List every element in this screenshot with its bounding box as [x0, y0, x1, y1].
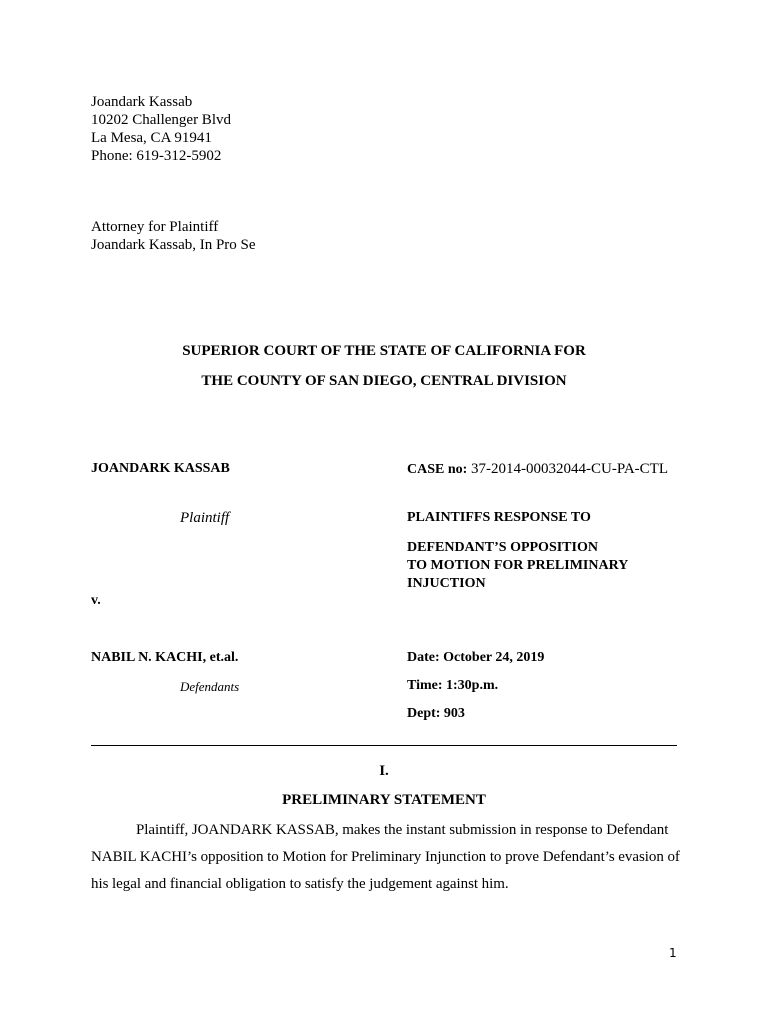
- doc-title-line-1: PLAINTIFFS RESPONSE TO: [407, 510, 591, 525]
- doc-title-block: [407, 539, 628, 593]
- address-block: [91, 93, 231, 165]
- page-number: 1: [669, 946, 677, 960]
- address-line: 10202 Challenger Blvd: [91, 112, 231, 128]
- case-number: 37-2014-00032044-CU-PA-CTL: [471, 461, 668, 477]
- doc-title-line-4: INJUCTION: [407, 576, 486, 591]
- address-line: La Mesa, CA 91941: [91, 130, 212, 146]
- court-title-line-2: THE COUNTY OF SAN DIEGO, CENTRAL DIVISION: [201, 373, 567, 389]
- phone-line: Phone: 619-312-5902: [91, 148, 222, 164]
- hearing-date: Date: October 24, 2019: [407, 650, 545, 665]
- plaintiff-role: Plaintiff: [180, 510, 230, 526]
- plaintiff-name: JOANDARK KASSAB: [91, 461, 230, 476]
- case-label: CASE no:: [407, 462, 468, 477]
- attorney-line: Attorney for Plaintiff: [91, 219, 219, 235]
- section-heading: PRELIMINARY STATEMENT: [282, 792, 486, 808]
- attorney-block: [91, 218, 256, 254]
- hearing-dept: Dept: 903: [407, 706, 465, 721]
- versus: v.: [91, 593, 101, 608]
- attorney-line: Joandark Kassab, In Pro Se: [91, 237, 256, 253]
- doc-title-line-2: DEFENDANT’S OPPOSITION: [407, 540, 598, 555]
- doc-title-line-3: TO MOTION FOR PRELIMINARY: [407, 558, 629, 573]
- hearing-time: Time: 1:30p.m.: [407, 678, 499, 693]
- preliminary-statement-paragraph: Plaintiff, JOANDARK KASSAB, makes the instant submission in response to Defendant NABIL KACHI’s opposition to Motion for Preliminary Injunction to prove Defendant’s evasion of his legal and financial obligation to satisfy the judgement against him.: [91, 822, 680, 892]
- defendant-role: Defendants: [180, 679, 240, 694]
- address-line: Joandark Kassab: [91, 94, 193, 110]
- court-title-line-1: SUPERIOR COURT OF THE STATE OF CALIFORNIA FOR: [182, 343, 586, 359]
- section-numeral: I.: [379, 763, 389, 779]
- caption-divider: [91, 745, 677, 746]
- case-number-line: [407, 460, 668, 479]
- defendant-name: NABIL N. KACHI, et.al.: [91, 650, 239, 665]
